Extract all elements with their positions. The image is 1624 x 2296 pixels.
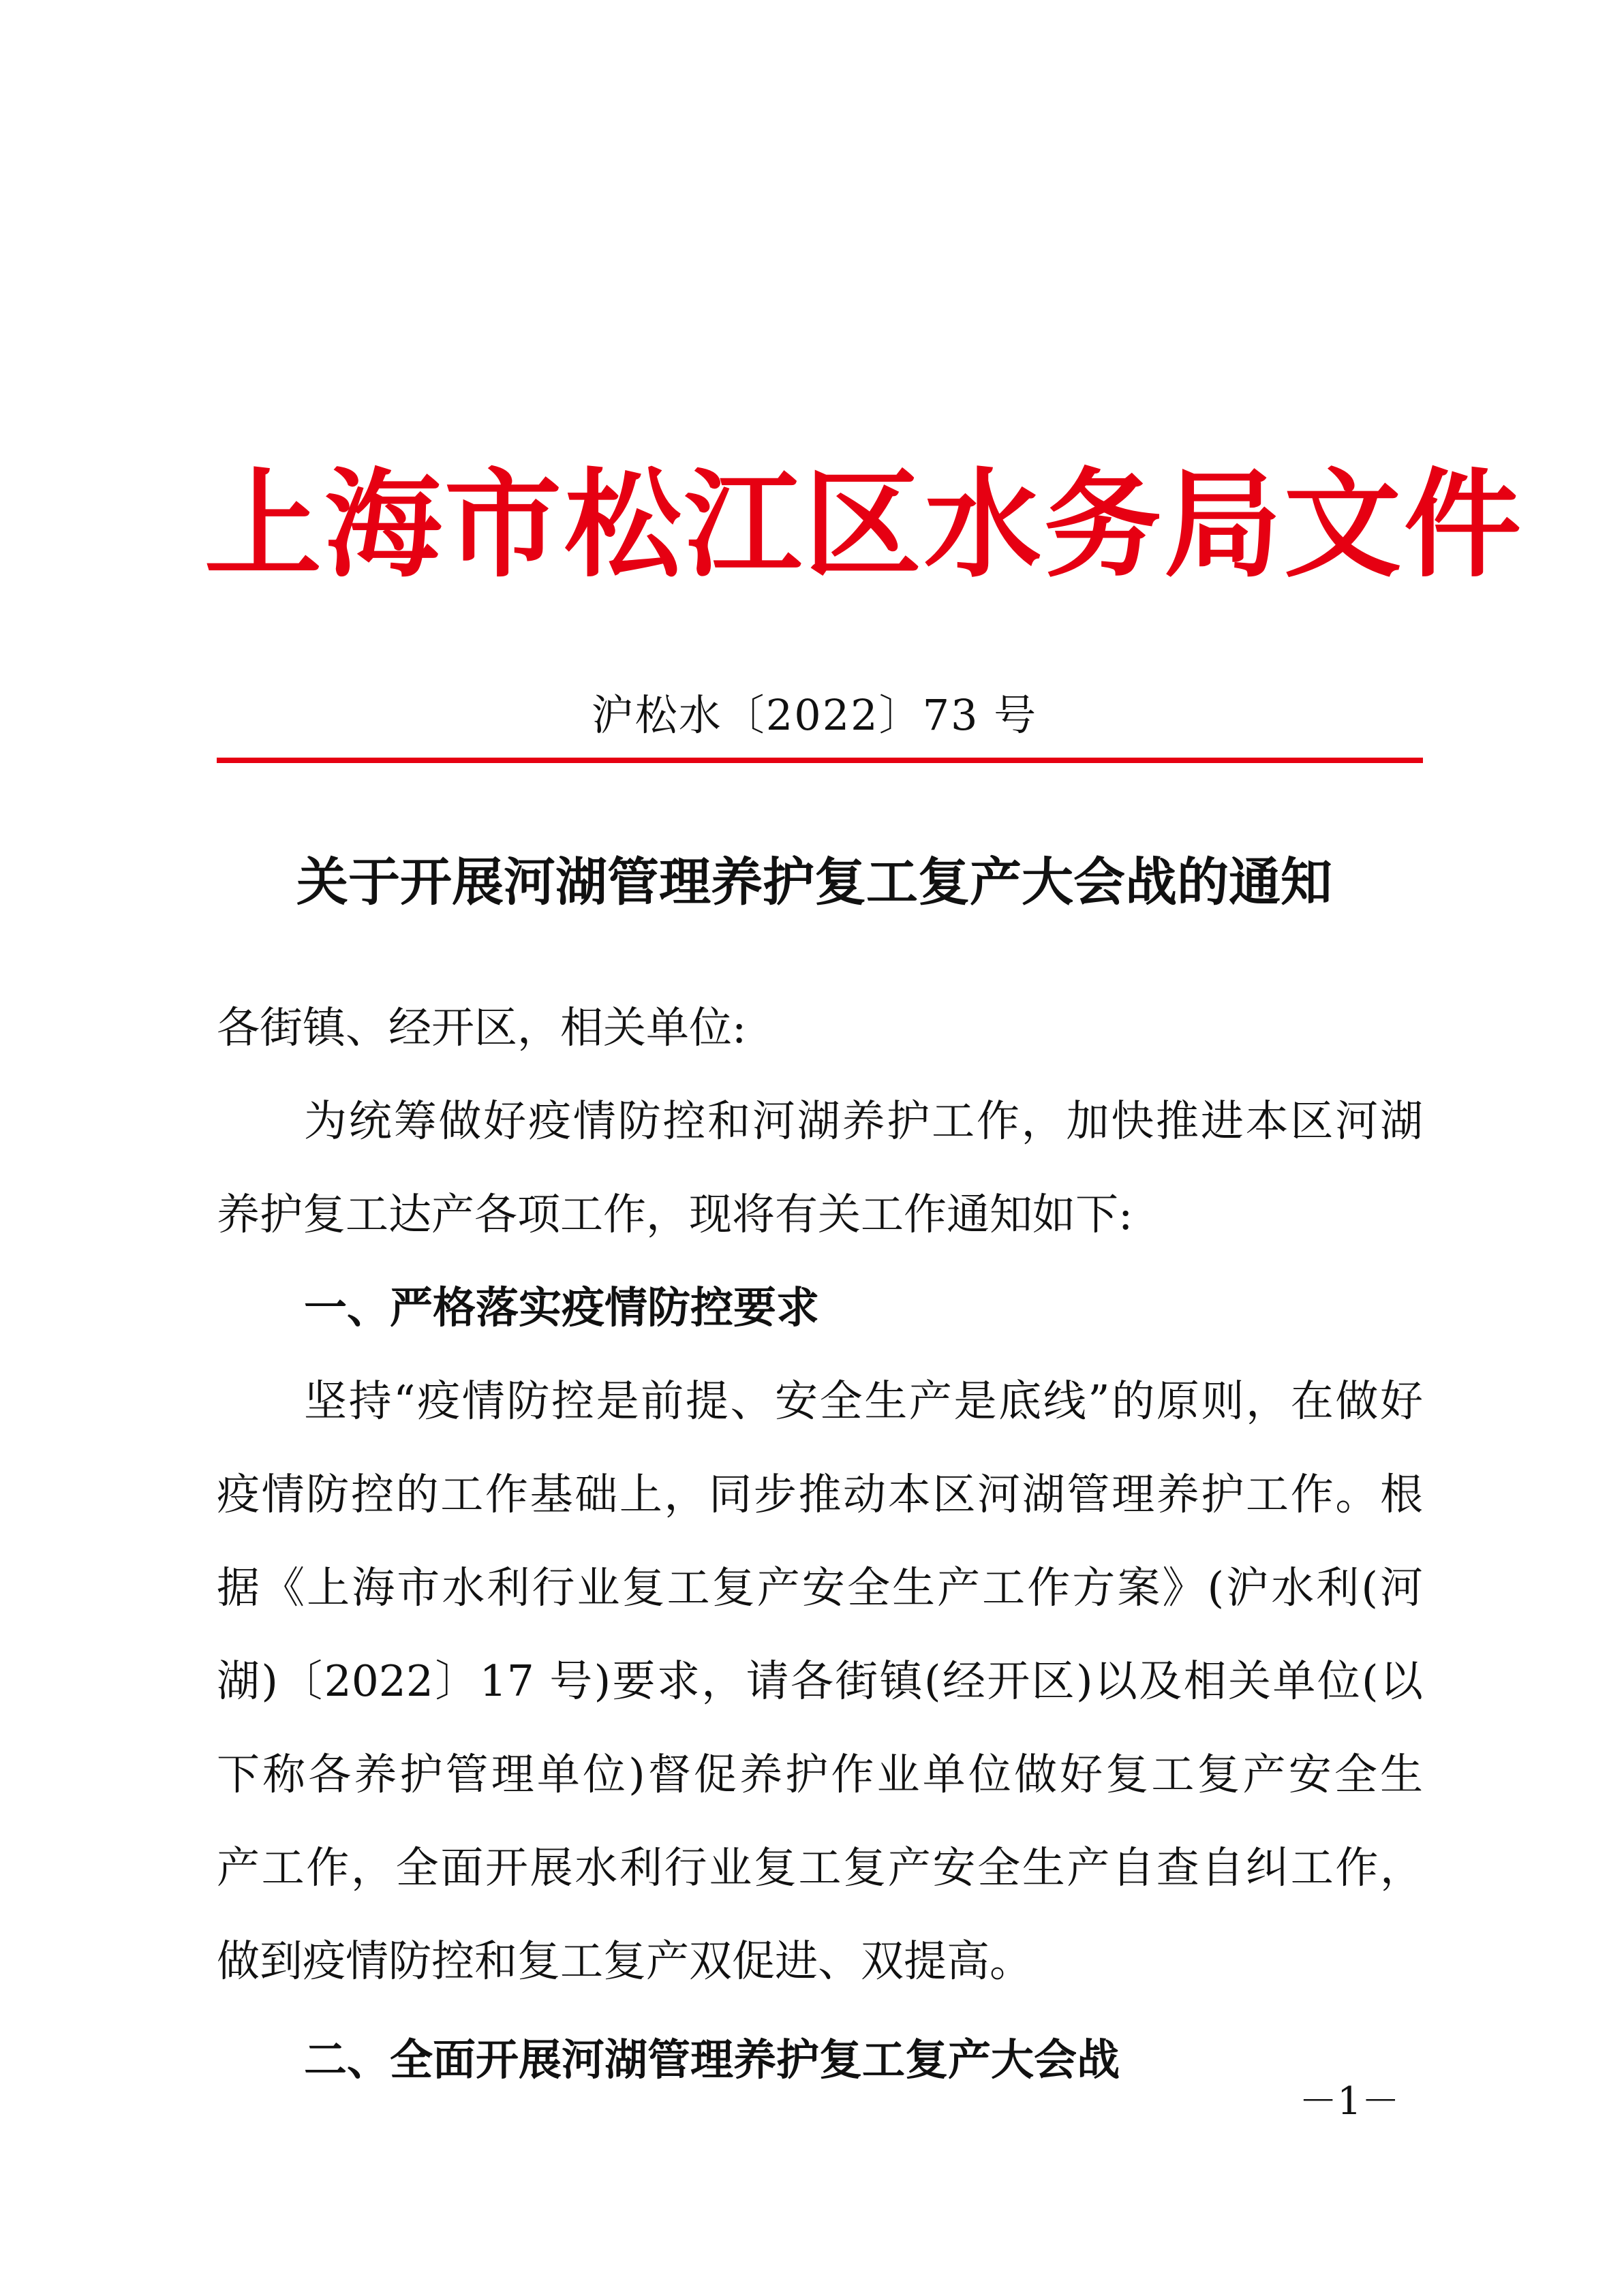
section1-line: 疫情防控的工作基础上，同步推动本区河湖管理养护工作。根	[217, 1470, 1423, 1519]
red-divider-rule	[217, 758, 1423, 763]
section1-line: 湖)〔2022〕17 号)要求，请各街镇(经开区)以及相关单位(以	[217, 1656, 1423, 1706]
section-heading-1: 一、严格落实疫情防控要求	[304, 1283, 819, 1333]
issuer-title: 上海市松江区水务局文件	[204, 455, 1524, 593]
section-heading-2: 二、全面开展河湖管理养护复工复产大会战	[304, 2035, 1120, 2085]
salutation: 各街镇、经开区，相关单位:	[217, 1003, 747, 1053]
intro-line: 为统筹做好疫情防控和河湖养护工作，加快推进本区河湖	[304, 1096, 1423, 1146]
section-2	[217, 2013, 1423, 2107]
section1-line: 据《上海市水利行业复工复产安全生产工作方案》(沪水利(河	[217, 1563, 1423, 1613]
notice-title: 关于开展河湖管理养护复工复产大会战的通知	[296, 852, 1332, 912]
intro-line: 养护复工达产各项工作，现将有关工作通知如下:	[217, 1190, 1133, 1239]
notice-body	[217, 981, 1423, 2044]
section1-line: 做到疫情防控和复工复产双促进、双提高。	[217, 1936, 1032, 1986]
section1-line: 下称各养护管理单位)督促养护作业单位做好复工复产安全生	[217, 1750, 1423, 1799]
section1-line: 坚持“疫情防控是前提、安全生产是底线”的原则，在做好	[304, 1376, 1423, 1426]
page-number: －1－	[1299, 2079, 1400, 2124]
document-number: 沪松水〔2022〕73 号	[591, 690, 1038, 740]
section1-line: 产工作，全面开展水利行业复工复产安全生产自查自纠工作，	[217, 1843, 1423, 1893]
